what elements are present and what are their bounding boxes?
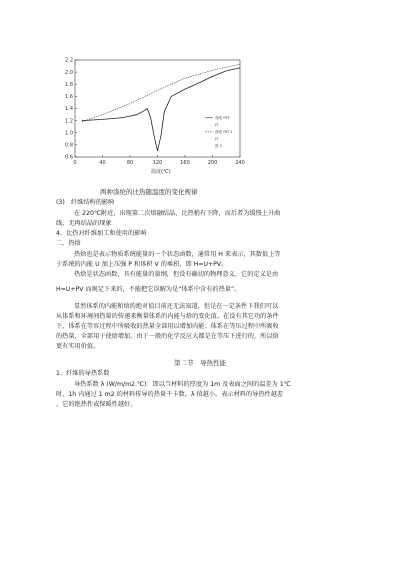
paragraph-line: H=U+PV 而规定下来的，不能把它误解为是“体系中含有的热量”。	[56, 286, 241, 293]
subsection-title: 1、纤维的导热系数	[56, 370, 110, 377]
legend-label: 纤	[215, 137, 219, 141]
x-tick-label: 80	[126, 160, 134, 166]
x-tick-label: 160	[180, 160, 190, 166]
paragraph-line: 从体系和环境间热量的传递来衡量体系的内能与焓的变化值。在没有其它功的条件	[56, 313, 279, 320]
specific-heat-chart	[55, 52, 255, 192]
paragraph-line: 显然体系的内能和焓的绝对值目前还无法知道，但是在一定条件下我们可以	[74, 303, 279, 310]
paragraph-line: 于系统的内能 U 加上压强 P 和体积 V 的乘积，即 H=U+PV。	[56, 261, 228, 268]
paragraph-line: 在 220℃附近，出现第二次熔融结晶，比热稍有下降，而后者为缓慢上升曲	[74, 210, 281, 217]
paragraph-line: 时，1h 内通过 1 m2 的材料传导的热量千卡数。λ 值越小，表示材料的导热性越差	[56, 391, 284, 398]
subsection-heading: 4、比热对纤维加工和使用的影响	[56, 230, 147, 237]
section-title-thermal-conductivity: 第二节 导热性能	[174, 359, 226, 367]
y-tick-label: 1.6	[65, 94, 73, 101]
x-tick-label: 0	[73, 160, 77, 166]
legend-label: 涤纶 PET1	[215, 130, 233, 134]
y-tick-label: 0.6	[65, 154, 73, 161]
paragraph-line: 导热系数 λ (W/m/m2.℃)：即以当材料的厚度为 1m 及表面之间的温差为 1℃	[74, 381, 291, 388]
paragraph-line: ，它的绝热性或保暖性越好。	[56, 401, 137, 408]
legend-label: 维 2	[215, 144, 223, 148]
chart-legend	[205, 115, 232, 148]
y-tick-label: 1.0	[65, 130, 73, 137]
series-dashed-line	[82, 64, 240, 122]
plot-frame	[75, 60, 240, 157]
y-tick-label: 1.2	[65, 118, 73, 125]
paragraph-line: 更有实用价值。	[56, 343, 100, 350]
x-tick-label: 200	[207, 160, 218, 166]
y-tick-label: 1.4	[65, 106, 73, 113]
legend-label: 纤	[215, 123, 219, 127]
paragraph-line: 线，无再结晶的现象	[56, 220, 112, 227]
y-tick-label: 0.8	[65, 142, 73, 149]
subsection-structure: (3) 纤维结构的影响	[56, 199, 115, 206]
figure-caption: 两种涤纶的比热随温度的变化规律	[100, 188, 198, 196]
y-tick-label: 2.0	[65, 69, 73, 76]
x-tick-label: 120	[152, 160, 163, 166]
y-tick-label: 1.8	[65, 81, 73, 88]
y-tick-label: 2.2	[65, 57, 73, 64]
paragraph-line: 下，体系在等容过程中所吸收的热量全部用以增加内能；体系在等压过程中所吸收	[56, 323, 279, 330]
legend-label: 涤纶 PET	[215, 116, 230, 120]
section-heading-enthalpy: 二、热焓	[56, 240, 81, 247]
paragraph-line: 热焓是状态函数，具有能量的量纲，但没有确切的物理意义，它的定义是由	[74, 271, 279, 278]
x-tick-label: 240	[235, 160, 245, 166]
paragraph-line: 热焓也是表示物质系统能量的一个状态函数，通常用 H 来表示，其数值上等	[74, 251, 281, 258]
x-tick-label: 40	[99, 160, 106, 166]
x-axis-label: 温度(℃)	[151, 169, 171, 175]
chart-svg	[55, 52, 255, 192]
paragraph-line: 的热量，全部用于使焓增加。由于一般的化学反应大都是在等压下进行的，所以焓	[56, 333, 279, 340]
